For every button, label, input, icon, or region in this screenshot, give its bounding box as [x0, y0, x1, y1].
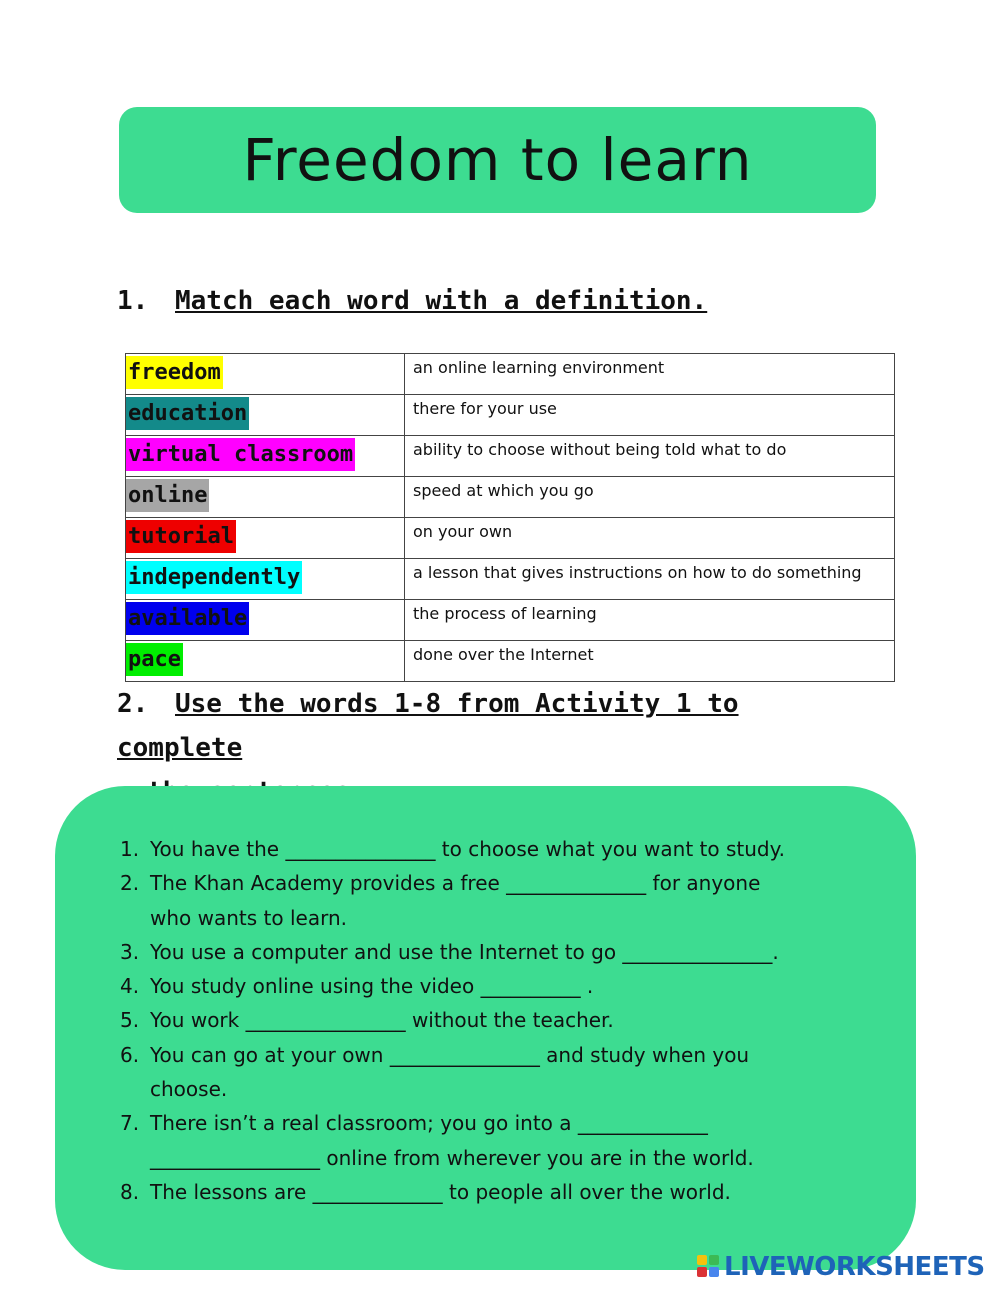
- word-cell: [126, 354, 405, 395]
- sentence-text: choose.: [150, 1077, 228, 1102]
- sentence-text: who wants to learn.: [150, 905, 347, 930]
- sentence-text: _________________ online from wherever you are in the world.: [150, 1145, 754, 1170]
- word-label: education: [126, 397, 249, 430]
- sentence-text: You study online using the video __________ .: [150, 974, 594, 999]
- sentence-number: 6.: [120, 1042, 140, 1067]
- sentence-text: The lessons are _____________ to people all over the world.: [150, 1179, 731, 1204]
- table-row: [126, 600, 895, 641]
- sentence-line: [120, 866, 880, 900]
- word-cell: [126, 641, 405, 682]
- sentence-line: [120, 1038, 880, 1072]
- sentence-line: [120, 969, 880, 1003]
- word-label: available: [126, 602, 249, 635]
- table-row: [126, 436, 895, 477]
- table-row: [126, 354, 895, 395]
- table-row: [126, 641, 895, 682]
- word-label: tutorial: [126, 520, 236, 553]
- match-table: [125, 353, 895, 682]
- definition-cell: an online learning environment: [405, 354, 895, 395]
- activity2-heading-line1: Use the words 1-8 from Activity 1 to complete: [117, 689, 739, 763]
- sentence-number: 4.: [120, 974, 140, 999]
- sentence-number: 1.: [120, 837, 140, 861]
- word-label: independently: [126, 561, 302, 594]
- table-row: [126, 477, 895, 518]
- table-row: [126, 395, 895, 436]
- word-label: online: [126, 479, 209, 512]
- definition-cell: done over the Internet: [405, 641, 895, 682]
- sentence-number: 5.: [120, 1008, 140, 1033]
- sentence-text: You can go at your own _______________ and study when you: [150, 1042, 750, 1067]
- definition-cell: the process of learning: [405, 600, 895, 641]
- sentence-line: [120, 1175, 880, 1209]
- sentence-line: [120, 1003, 880, 1037]
- definition-cell: speed at which you go: [405, 477, 895, 518]
- sentence-text: You have the _______________ to choose what you want to study.: [150, 837, 785, 861]
- sentence-text: The Khan Academy provides a free ______________ for anyone: [150, 871, 761, 896]
- brand-footer: [697, 1252, 985, 1282]
- word-label: pace: [126, 643, 183, 676]
- activity1-number: 1.: [117, 286, 149, 316]
- sentence-number: 7.: [120, 1111, 140, 1136]
- sentence-number: 2.: [120, 871, 140, 896]
- activity1-heading: [117, 286, 707, 316]
- sentence-text: You work ________________ without the teacher.: [150, 1008, 614, 1033]
- word-cell: [126, 395, 405, 436]
- word-cell: [126, 436, 405, 477]
- sentence-number: 3.: [120, 939, 140, 964]
- word-cell: [126, 477, 405, 518]
- word-cell: [126, 518, 405, 559]
- title-banner: [119, 107, 876, 213]
- sentences-list: [120, 832, 880, 1209]
- word-label: virtual classroom: [126, 438, 355, 471]
- sentence-line: [120, 1106, 880, 1140]
- sentence-line: [120, 901, 880, 935]
- sentence-number: [120, 1141, 150, 1175]
- word-label: freedom: [126, 356, 223, 389]
- sentence-text: There isn’t a real classroom; you go into a _____________: [150, 1111, 708, 1136]
- word-cell: [126, 600, 405, 641]
- activity1-heading-text: Match each word with a definition.: [175, 286, 708, 316]
- sentence-number: 8.: [120, 1179, 140, 1204]
- definition-cell: there for your use: [405, 395, 895, 436]
- sentence-line: [120, 1141, 880, 1175]
- sentence-line: [120, 832, 880, 866]
- sentence-number: [120, 1072, 150, 1106]
- table-row: [126, 518, 895, 559]
- activity2-number: 2.: [117, 689, 149, 719]
- sentence-text: You use a computer and use the Internet to go _______________.: [150, 939, 779, 964]
- definition-cell: on your own: [405, 518, 895, 559]
- table-row: [126, 559, 895, 600]
- sentence-number: [120, 901, 150, 935]
- liveworksheets-logo-icon: [697, 1255, 721, 1279]
- word-cell: [126, 559, 405, 600]
- page-title: Freedom to learn: [242, 126, 753, 194]
- sentence-line: [120, 1072, 880, 1106]
- definition-cell: ability to choose without being told what to do: [405, 436, 895, 477]
- sentence-line: [120, 935, 880, 969]
- definition-cell: a lesson that gives instructions on how to do something: [405, 559, 895, 600]
- brand-name: LIVEWORKSHEETS: [724, 1252, 985, 1282]
